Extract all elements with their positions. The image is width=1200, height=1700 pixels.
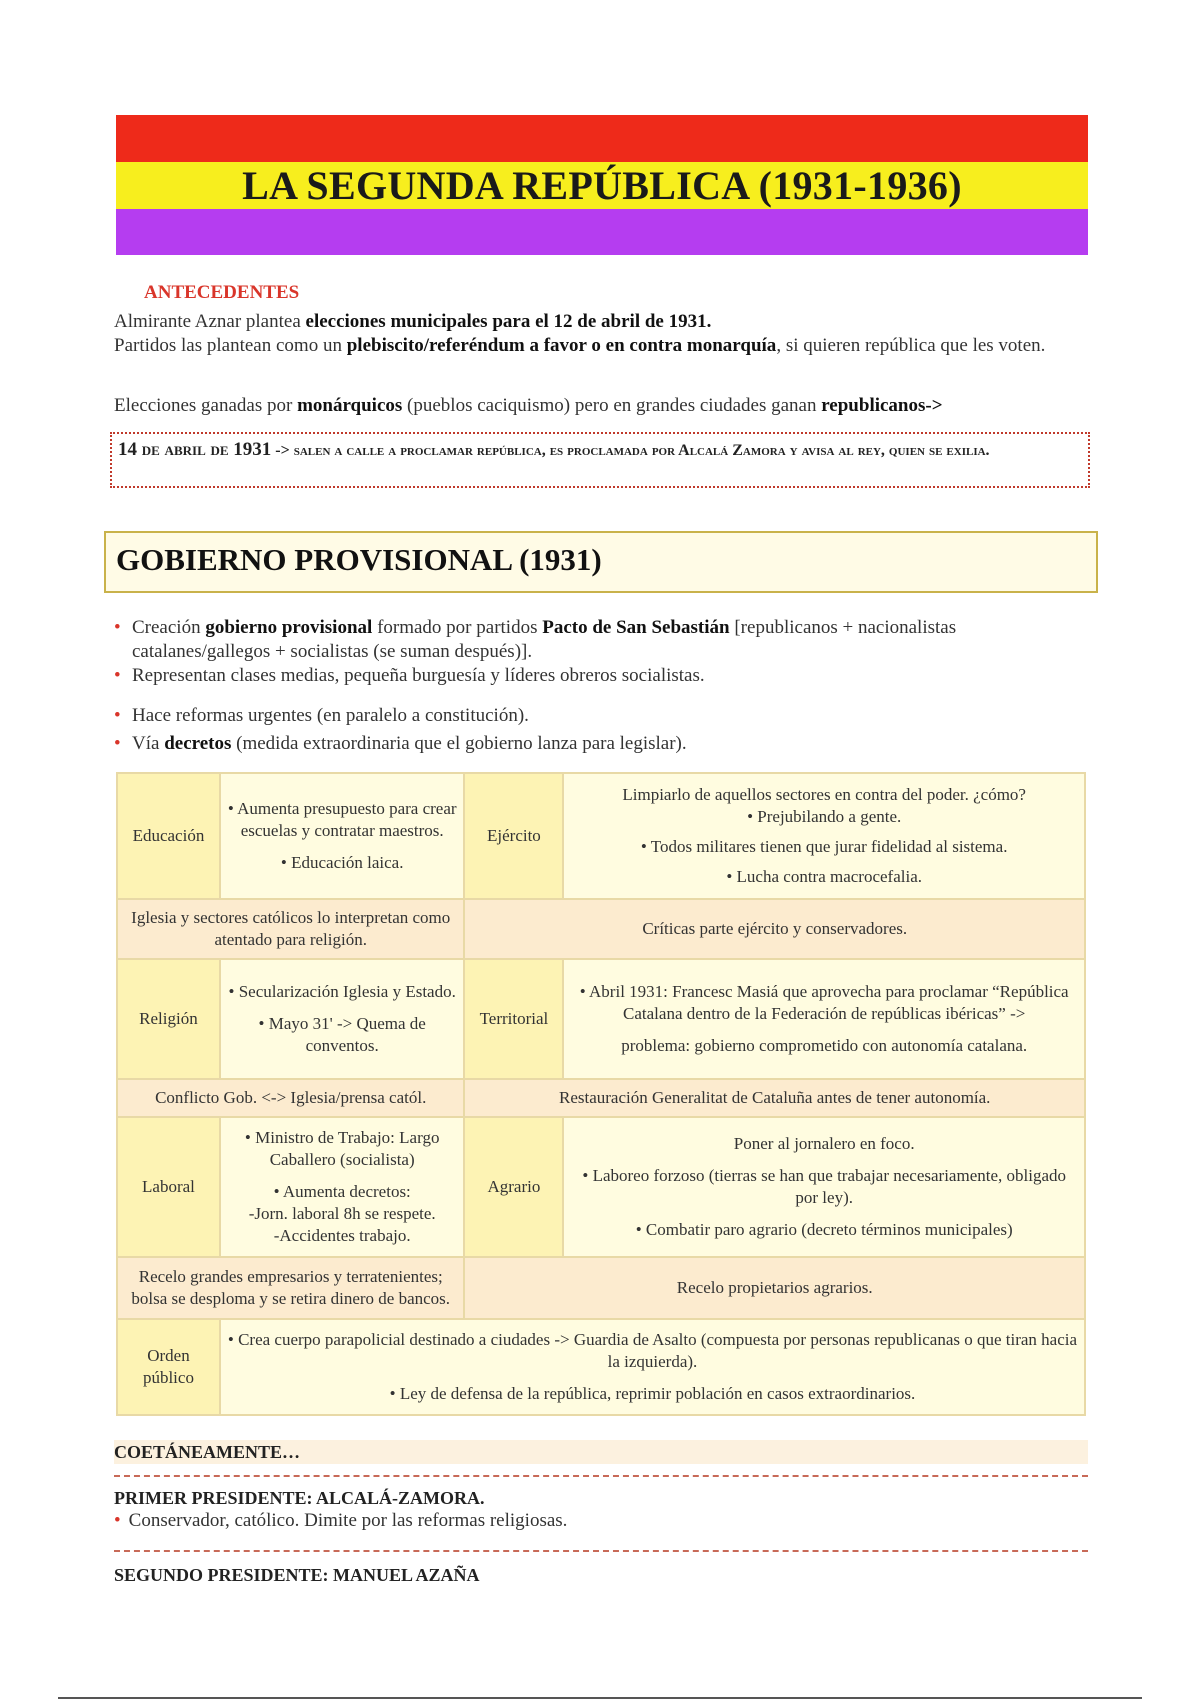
cell-agrario-content: Poner al jornalero en foco. • Laboreo forzoso (tierras se han que trabajar necesariamente, obligado por ley). • Combatir paro agrario (decreto términos municipales): [563, 1117, 1085, 1257]
cell-note-ejercito: Críticas parte ejército y conservadores.: [464, 899, 1085, 959]
table-row: [117, 1257, 1085, 1319]
cell-laboral-content: • Ministro de Trabajo: Largo Caballero (socialista) • Aumenta decretos: -Jorn. laboral 8h se respete. -Accidentes trabajo.: [220, 1117, 465, 1257]
cell-ejercito-content: Limpiarlo de aquellos sectores en contra del poder. ¿cómo? • Prejubilando a gente. • Todos militares tienen que jurar fidelidad al sistema. • Lucha contra macrocefalia.: [563, 773, 1085, 899]
bullet-icon: •: [114, 733, 121, 754]
cell-note-iglesia: Iglesia y sectores católicos lo interpretan como atentado para religión.: [117, 899, 464, 959]
cell-educacion-label: Educación: [117, 773, 220, 899]
bullet-icon: •: [114, 705, 121, 726]
table-row: [117, 1319, 1085, 1415]
segundo-presidente-title: SEGUNDO PRESIDENTE: MANUEL AZAÑA: [114, 1565, 480, 1585]
table-row: [117, 1079, 1085, 1117]
list-item: • Hace reformas urgentes (en paralelo a constitución).: [114, 705, 529, 726]
gobierno-bullets-bottom: [114, 704, 1074, 756]
cell-note-conflicto: Conflicto Gob. <-> Iglesia/prensa catól.: [117, 1079, 464, 1117]
gobierno-heading: GOBIERNO PROVISIONAL (1931): [116, 542, 602, 577]
table-row: [117, 959, 1085, 1079]
cell-note-generalitat: Restauración Generalitat de Cataluña antes de tener autonomía.: [464, 1079, 1085, 1117]
reformas-table: [116, 772, 1086, 1416]
dashed-divider: [114, 1550, 1088, 1552]
proclamation-box: 14 de abril de 1931 -> salen a calle a proclamar república, es proclamada por Alcalá Zamora y avisa al rey, quien se exilia.: [110, 432, 1090, 488]
primer-presidente-title: PRIMER PRESIDENTE: ALCALÁ-ZAMORA.: [114, 1488, 485, 1508]
primer-presidente-item: • Conservador, católico. Dimite por las reformas religiosas.: [114, 1510, 568, 1531]
antecedentes-paragraph-3: Elecciones ganadas por monárquicos (pueblos caciquismo) pero en grandes ciudades ganan republicanos->: [114, 395, 943, 416]
title-banner: [116, 115, 1088, 255]
page-title: LA SEGUNDA REPÚBLICA (1931-1936): [242, 163, 962, 208]
gobierno-bullets-top: [114, 616, 1074, 688]
page-bottom-rule: [58, 1697, 1142, 1699]
cell-ejercito-label: Ejército: [464, 773, 563, 899]
bullet-icon: •: [114, 665, 121, 686]
cell-note-empresarios: Recelo grandes empresarios y terratenientes; bolsa se desploma y se retira dinero de bancos.: [117, 1257, 464, 1319]
flag-stripe-purple: [116, 209, 1088, 255]
coetaneamente-heading: COETÁNEAMENTE…: [114, 1440, 1088, 1464]
dashed-divider: [114, 1475, 1088, 1477]
flag-stripe-yellow: [116, 162, 1088, 209]
cell-agrario-label: Agrario: [464, 1117, 563, 1257]
bullet-icon: •: [114, 1510, 121, 1531]
table-row: [117, 1117, 1085, 1257]
cell-orden-label: Orden público: [117, 1319, 220, 1415]
cell-territorial-label: Territorial: [464, 959, 563, 1079]
list-item: • Vía decretos (medida extraordinaria que el gobierno lanza para legislar).: [114, 733, 687, 754]
list-item: • Representan clases medias, pequeña burguesía y líderes obreros socialistas.: [114, 665, 705, 686]
cell-territorial-content: • Abril 1931: Francesc Masiá que aprovecha para proclamar “República Catalana dentro de la Federación de repúblicas ibéricas” -> problema: gobierno comprometido con autonomía catalana.: [563, 959, 1085, 1079]
gobierno-heading-box: [104, 531, 1098, 593]
antecedentes-paragraph-1: Almirante Aznar plantea elecciones municipales para el 12 de abril de 1931.: [114, 311, 712, 332]
cell-note-propietarios: Recelo propietarios agrarios.: [464, 1257, 1085, 1319]
table-row: [117, 773, 1085, 899]
list-item: • Creación gobierno provisional formado por partidos Pacto de San Sebastián [republicanos + nacionalistas catalanes/gallegos + socialistas (se suman después)].: [114, 617, 957, 662]
cell-laboral-label: Laboral: [117, 1117, 220, 1257]
cell-orden-content: • Crea cuerpo parapolicial destinado a ciudades -> Guardia de Asalto (compuesta por personas republicanas o que tiran hacia la izquierda). • Ley de defensa de la república, reprimir población en casos extraordinarios.: [220, 1319, 1085, 1415]
bullet-icon: •: [114, 617, 121, 638]
cell-educacion-content: • Aumenta presupuesto para crear escuelas y contratar maestros. • Educación laica.: [220, 773, 465, 899]
antecedentes-heading: ANTECEDENTES: [144, 282, 300, 303]
table-row: [117, 899, 1085, 959]
cell-religion-label: Religión: [117, 959, 220, 1079]
antecedentes-paragraph-2: Partidos las plantean como un plebiscito/referéndum a favor o en contra monarquía, si quieren república que les voten.: [114, 335, 1046, 356]
cell-religion-content: • Secularización Iglesia y Estado. • Mayo 31' -> Quema de conventos.: [220, 959, 465, 1079]
flag-stripe-red: [116, 115, 1088, 162]
